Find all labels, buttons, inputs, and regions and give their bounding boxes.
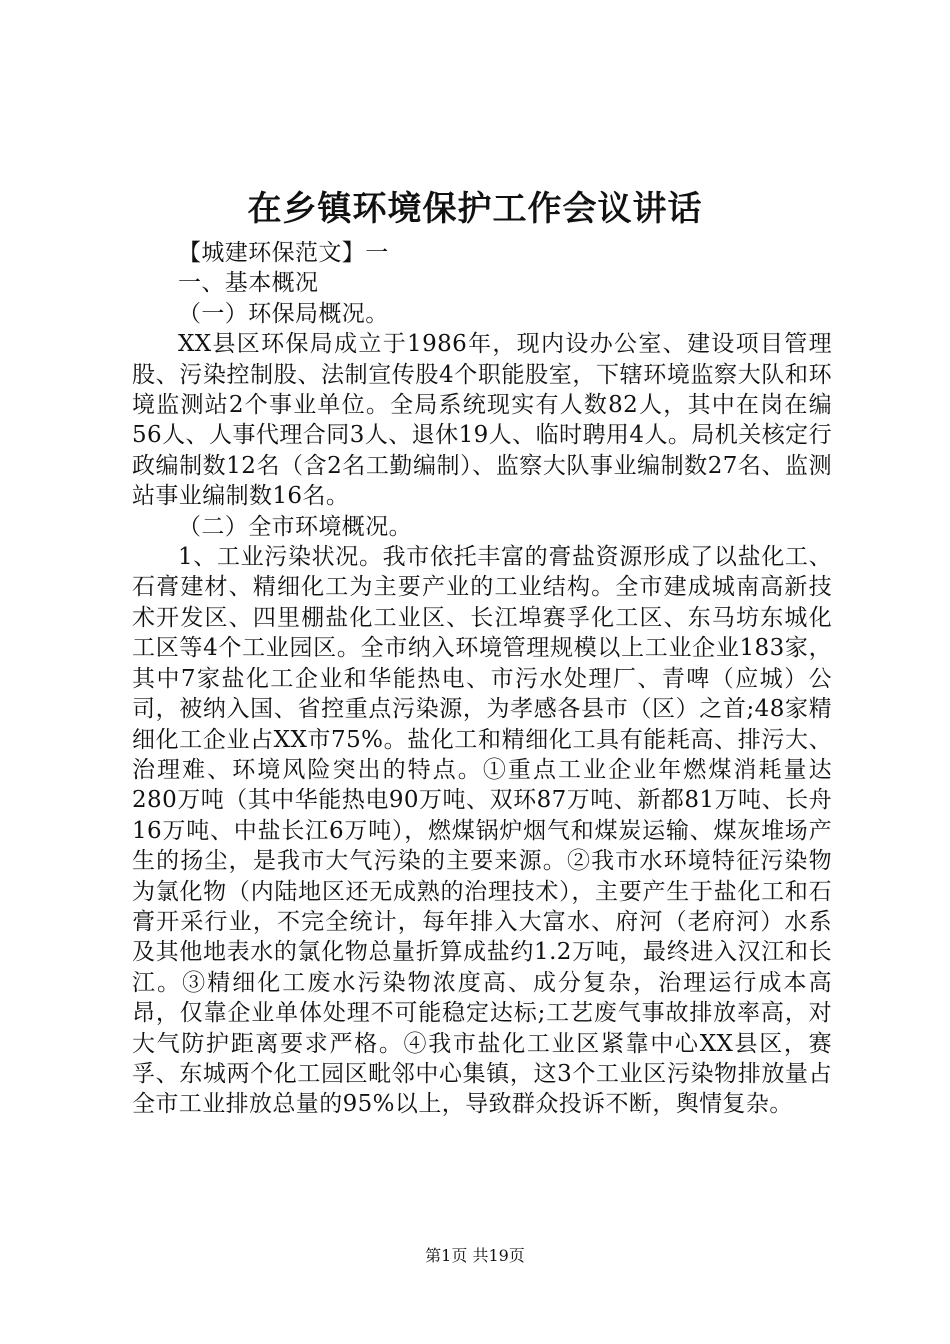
subsection-heading-city-environment: （二）全市环境概况。: [178, 513, 412, 540]
subsection-heading-bureau-overview: （一）环保局概况。: [178, 300, 389, 327]
page-footer: 第1页 共19页: [425, 1246, 525, 1265]
category-label: 【城建环保范文】一: [178, 240, 389, 266]
section-heading-basic-overview: 一、基本概况: [178, 270, 319, 297]
paragraph-bureau-overview: XX县区环保局成立于1986年，现内设办公室、建设项目管理股、污染控制股、法制宣传股4个职能股室，下辖环境监察大队和环境监测站2个事业单位。全局系统现实有人数82人，其中在岗在编56人、人事代理合同3人、退休19人、临时聘用4人。局机关核定行政编制数12名（含2名工勤编制）、监察大队事业编制数27名、监测站事业编制数16名。: [132, 331, 832, 510]
document-body: [132, 238, 832, 1120]
document-title: 在乡镇环境保护工作会议讲话: [247, 189, 703, 229]
paragraph-industrial-pollution: 1、工业污染状况。我市依托丰富的膏盐资源形成了以盐化工、石膏建材、精细化工为主要产业的工业结构。全市建成城南高新技术开发区、四里棚盐化工业区、长江埠赛孚化工区、东马坊东城化工区等4个工业园区。全市纳入环境管理规模以上工业企业183家，其中7家盐化工企业和华能热电、市污水处理厂、青啤（应城）公司，被纳入国、省控重点污染源，为孝感各县市（区）之首;48家精细化工企业占XX市75%。盐化工和精细化工具有能耗高、排污大、治理难、环境风险突出的特点。①重点工业企业年燃煤消耗量达280万吨（其中华能热电90万吨、双环87万吨、新都81万吨、长舟16万吨、中盐长江6万吨），燃煤锅炉烟气和煤炭运输、煤灰堆场产生的扬尘，是我市大气污染的主要来源。②我市水环境特征污染物为氯化物（内陆地区还无成熟的治理技术），主要产生于盐化工和石膏开采行业，不完全统计，每年排入大富水、府河（老府河）水系及其他地表水的氯化物总量折算成盐约1.2万吨，最终进入汉江和长江。③精细化工废水污染物浓度高、成分复杂，治理运行成本高昂，仅靠企业单体处理不可能稳定达标;工艺废气事故排放率高，对大气防护距离要求严格。④我市盐化工业区紧靠中心XX县区，赛孚、东城两个化工园区毗邻中心集镇，这3个工业区污染物排放量占全市工业排放总量的95%以上，导致群众投诉不断，舆情复杂。: [132, 544, 832, 1118]
